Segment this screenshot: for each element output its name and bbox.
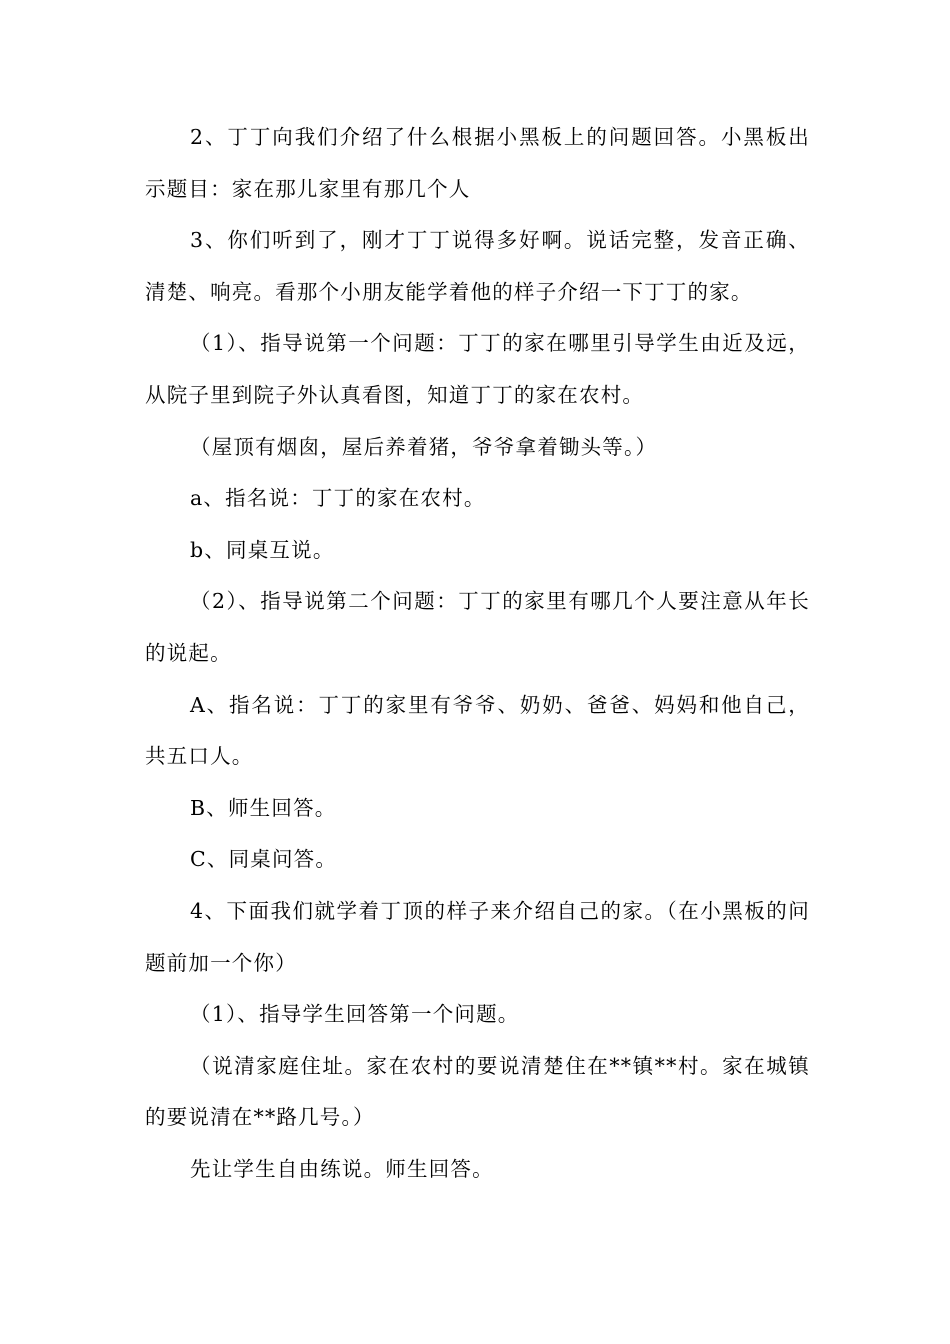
paragraph-4: （屋顶有烟囱，屋后养着猪，爷爷拿着锄头等。） — [190, 434, 658, 459]
document-body — [145, 112, 810, 1195]
paragraph-3: （1）、指导说第一个问题：丁丁的家在哪里引导学生由近及远，从院子里到院子外认真看图，知道丁丁的家在农村。 — [145, 331, 810, 407]
paragraph-6: b、同桌互说。 — [190, 537, 335, 562]
paragraph-14: 先让学生自由练说。师生回答。 — [190, 1156, 494, 1181]
paragraph-7: （2）、指导说第二个问题：丁丁的家里有哪几个人要注意从年长的说起。 — [145, 589, 810, 665]
paragraph-8: A、指名说：丁丁的家里有爷爷、奶奶、爸爸、妈妈和他自己，共五口人。 — [145, 692, 810, 769]
paragraph-12: （1）、指导学生回答第一个问题。 — [190, 1002, 520, 1027]
paragraph-1: 2、丁丁向我们介绍了什么根据小黑板上的问题回答。小黑板出示题目：家在那儿家里有那几个人 — [145, 125, 810, 201]
paragraph-9: B、师生回答。 — [190, 795, 337, 820]
paragraph-10: C、同桌问答。 — [190, 847, 338, 872]
paragraph-2: 3、你们听到了，刚才丁丁说得多好啊。说话完整，发音正确、清楚、响亮。看那个小朋友能学着他的样子介绍一下丁丁的家。 — [145, 228, 810, 304]
paragraph-13: （说清家庭住址。家在农村的要说清楚住在**镇**村。家在城镇的要说清在**路几号。） — [145, 1053, 810, 1130]
paragraph-11: 4、下面我们就学着丁顶的样子来介绍自己的家。（在小黑板的问题前加一个你） — [145, 898, 810, 975]
paragraph-5: a、指名说：丁丁的家在农村。 — [190, 486, 486, 511]
